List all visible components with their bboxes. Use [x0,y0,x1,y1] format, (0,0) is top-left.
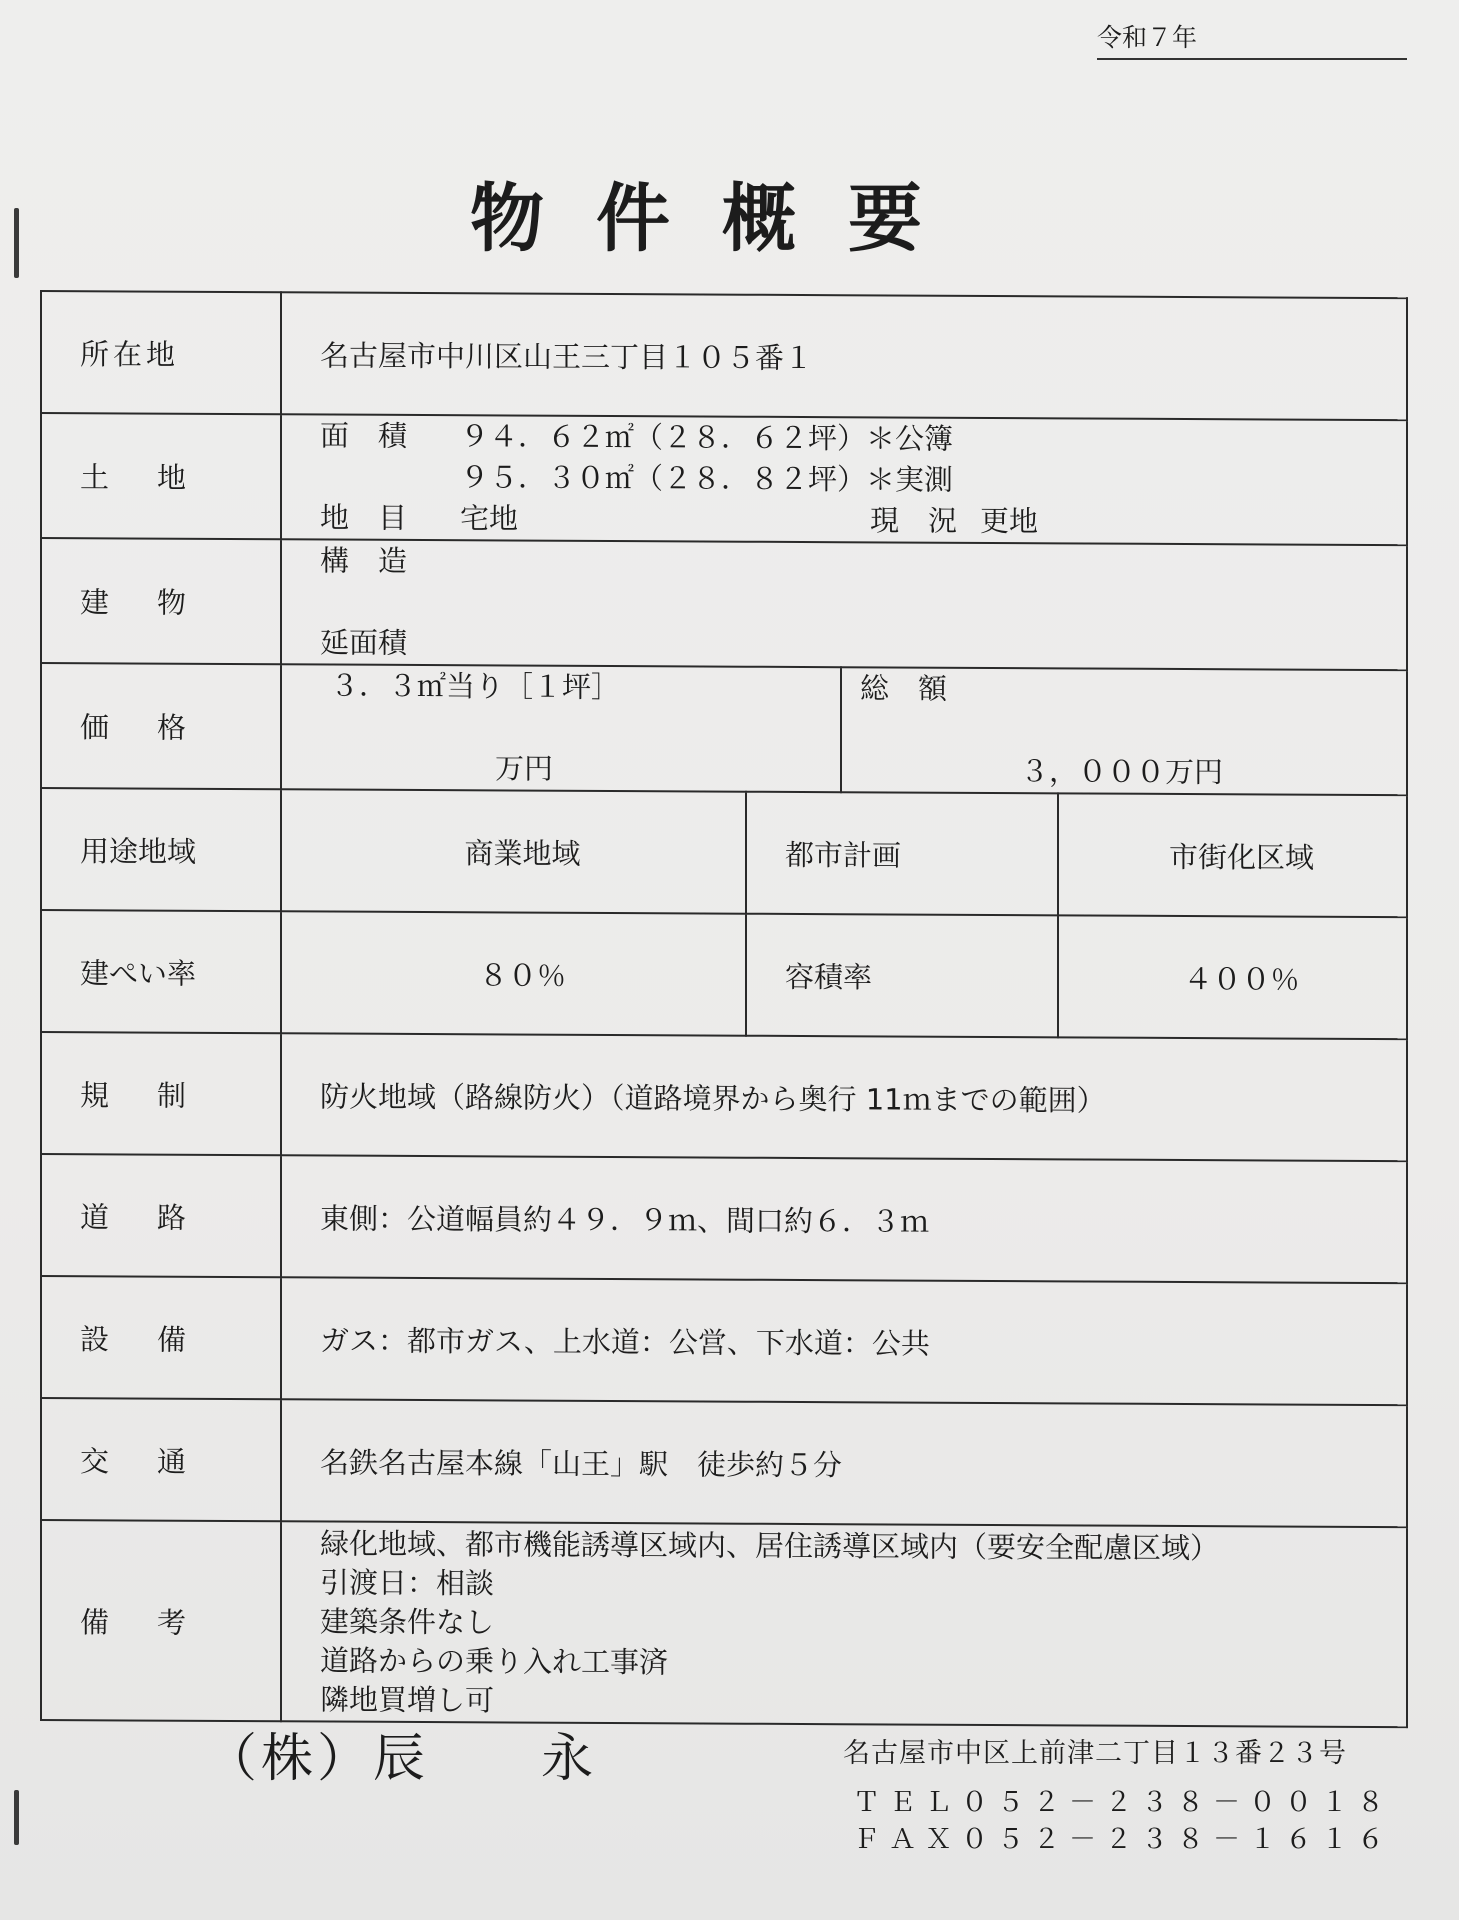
era-field: 令和７年 [1097,18,1407,60]
utilities-label: 設備 [41,1276,281,1399]
price-label: 価格 [41,663,281,789]
unit-price-value: 万円 [495,751,554,786]
zoning-label: 用途地域 [41,788,281,911]
remarks-line: 緑化地域、都市機能誘導区域内、居住誘導区域内（要安全配慮区域） [320,1525,1220,1565]
company-address: 名古屋市中区上前津二丁目１３番２３号 [843,1738,1347,1769]
coverage-label: 建ぺい率 [41,910,281,1033]
total-price-value: ３，０００万円 [1020,754,1224,790]
row-location [41,291,1407,420]
property-table [40,290,1408,1728]
remarks-line: 隣地買増し可 [320,1681,495,1717]
land-area-label: 面 積 [320,418,408,453]
row-remarks [41,1520,1407,1727]
regulation-label: 規制 [41,1032,281,1155]
road-label: 道路 [41,1154,281,1277]
row-utilities [41,1276,1407,1405]
land-label: 土地 [41,413,281,539]
row-regulation [41,1032,1407,1161]
building-label: 建物 [41,538,281,664]
land-area-survey-line [320,456,1386,503]
zoning-value: 商業地域 [281,789,746,913]
remarks-line: 道路からの乗り入れ工事済 [320,1642,669,1679]
remarks-label: 備考 [41,1520,281,1721]
row-price [41,663,1407,795]
row-road [41,1154,1407,1283]
land-area-registry: ９４．６２㎡（２８．６２坪）＊公簿 [460,419,954,456]
utilities-value: ガス：都市ガス、上水道：公営、下水道：公共 [281,1277,1407,1405]
unit-price-label: ３．３㎡当り［１坪］ [330,668,621,705]
company-tel: ＴＥＬ０５２－２３８－００１８ [853,1787,1393,1818]
land-category-label: 地 目 [320,500,408,535]
location-value: 名古屋市中川区山王三丁目１０５番１ [281,292,1407,420]
unit-price-cell [281,664,841,792]
remarks-list [281,1521,1407,1727]
company-fax: ＦＡＸ０５２－２３８－１６１６ [853,1824,1393,1855]
total-price-label: 総 額 [860,671,948,706]
location-label: 所在地 [41,291,281,414]
row-zoning [41,788,1407,917]
land-status-label: 現 況 [870,503,958,538]
remarks-line: 引渡日：相談 [320,1564,495,1600]
row-land [41,413,1407,545]
city-plan-value: 市街化区域 [1058,793,1407,917]
far-value: ４００％ [1058,915,1407,1039]
transport-value: 名鉄名古屋本線「山王」駅 徒歩約５分 [281,1399,1407,1527]
city-plan-label: 都市計画 [746,792,1058,916]
building-structure-label: 構 造 [320,543,408,578]
land-status-value: 更地 [980,503,1039,539]
binder-mark-top [14,208,19,278]
company-name: （株）辰 永 [205,1729,598,1789]
total-price-cell [841,667,1407,795]
building-details [281,539,1407,670]
land-area-survey: ９５．３０㎡（２８．８２坪）＊実測 [460,460,954,497]
binder-mark-bottom [14,1790,19,1845]
land-details [281,414,1407,545]
coverage-value: ８０％ [281,911,746,1035]
page-title: 物件概要 [470,176,974,262]
land-category-line [320,497,1386,544]
road-value: 東側：公道幅員約４９．９ｍ、間口約６．３ｍ [281,1155,1407,1283]
land-category-value: 宅地 [460,501,519,536]
remarks-line: 建築条件なし [320,1603,495,1639]
land-area-registry-line [320,415,1386,462]
row-transport [41,1398,1407,1527]
transport-label: 交通 [41,1398,281,1521]
row-building [41,538,1407,670]
far-label: 容積率 [746,914,1058,1038]
building-floor-area-label: 延面積 [320,625,408,660]
row-ratios [41,910,1407,1039]
regulation-value: 防火地域（路線防火）（道路境界から奥行 11ｍまでの範囲） [281,1033,1407,1161]
